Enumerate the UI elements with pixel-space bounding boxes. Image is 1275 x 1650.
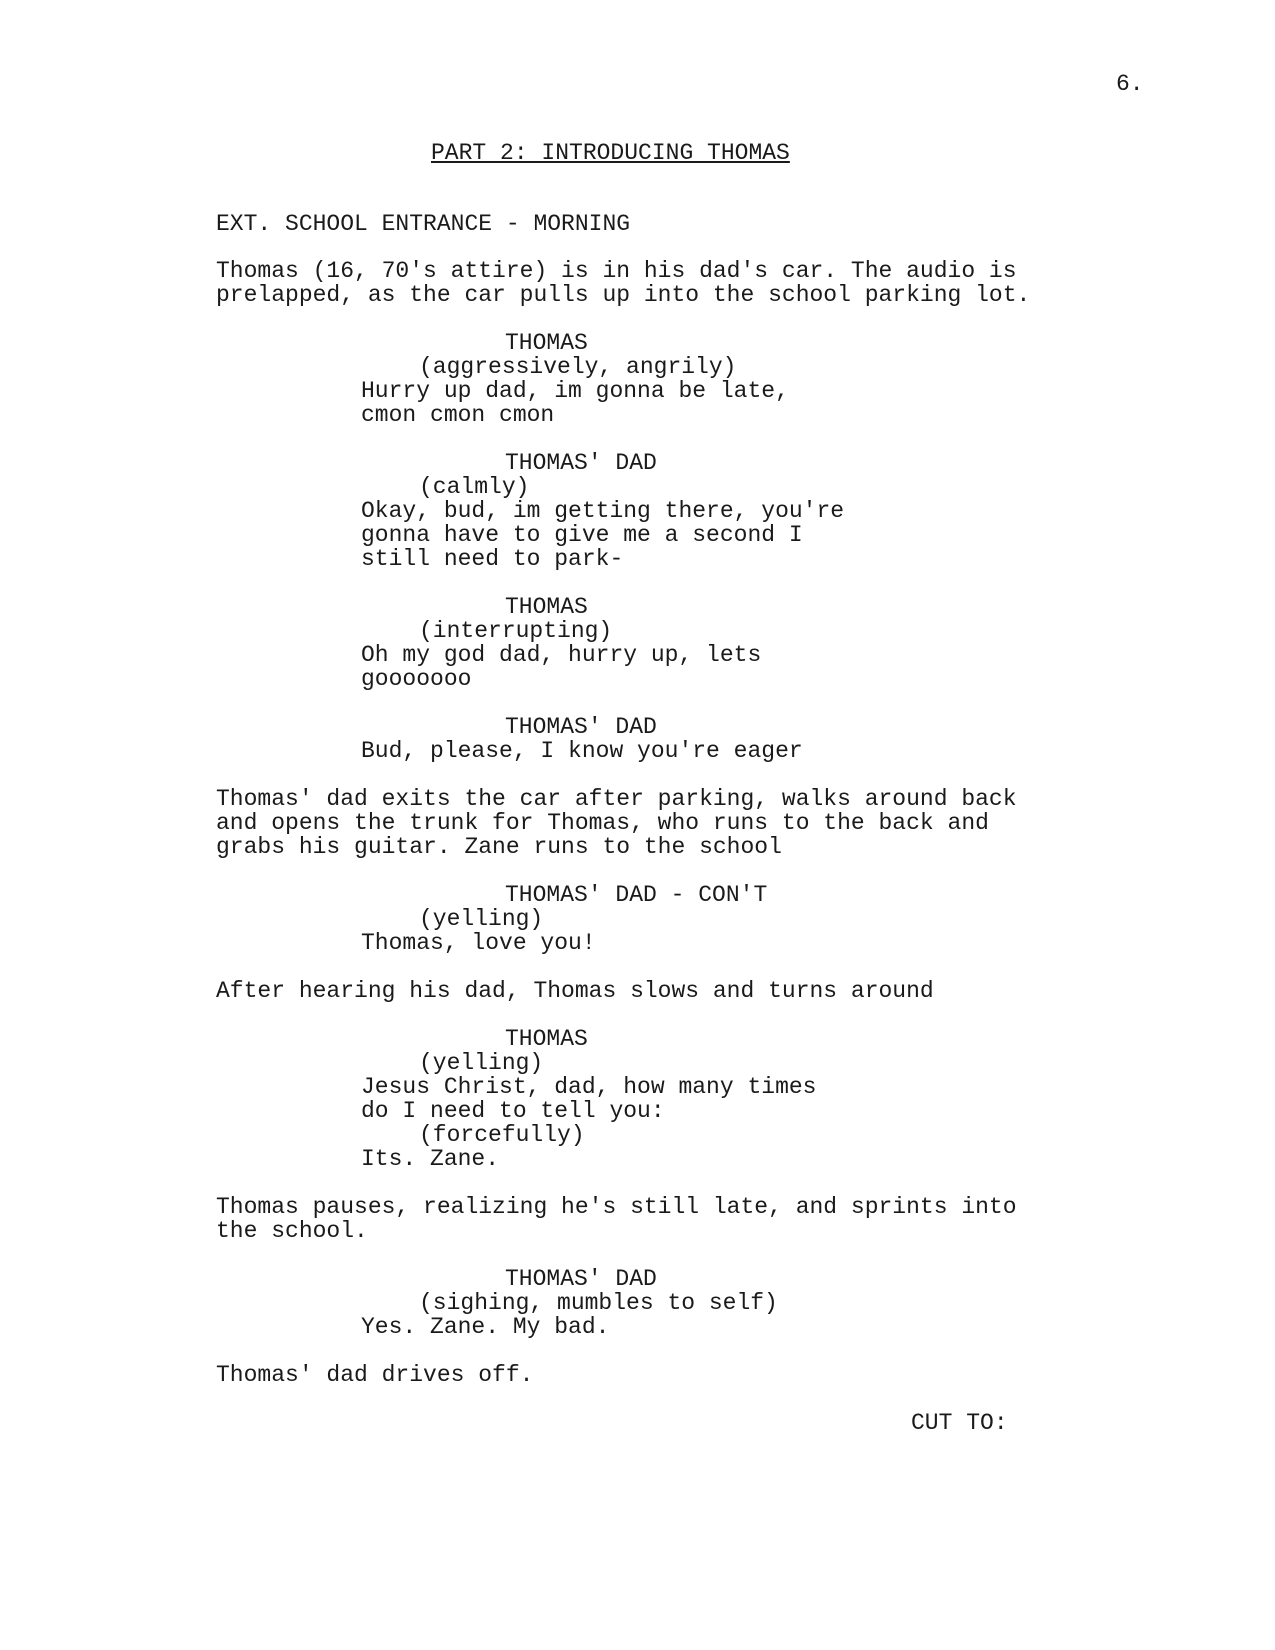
dialogue-line: Yes. Zane. My bad. [361,1314,610,1340]
action-line: prelapped, as the car pulls up into the school parking lot. [216,282,1031,308]
parenthetical: (forcefully) [419,1122,585,1148]
parenthetical: (interrupting) [419,618,613,644]
action-line: and opens the trunk for Thomas, who runs to the back and [216,810,989,836]
scene-heading: EXT. SCHOOL ENTRANCE - MORNING [216,211,631,237]
parenthetical: (sighing, mumbles to self) [419,1290,778,1316]
action-line: the school. [216,1218,368,1244]
character-name: THOMAS' DAD [505,450,657,476]
action-line: grabs his guitar. Zane runs to the school [216,834,782,860]
dialogue-line: Okay, bud, im getting there, you're [361,498,845,524]
dialogue-line: still need to park- [361,546,624,572]
dialogue-line: Thomas, love you! [361,930,596,956]
character-name: THOMAS [505,330,588,356]
dialogue-line: Bud, please, I know you're eager [361,738,803,764]
dialogue-line: do I need to tell you: [361,1098,665,1124]
parenthetical: (yelling) [419,906,544,932]
dialogue-line: Hurry up dad, im gonna be late, [361,378,789,404]
action-line: After hearing his dad, Thomas slows and turns around [216,978,934,1004]
character-name: THOMAS [505,1026,588,1052]
action-line: Thomas' dad drives off. [216,1362,534,1388]
dialogue-line: Oh my god dad, hurry up, lets [361,642,762,668]
action-line: Thomas' dad exits the car after parking, walks around back [216,786,1017,812]
parenthetical: (calmly) [419,474,530,500]
character-name: THOMAS' DAD - CON'T [505,882,768,908]
page-number: 6. [1116,71,1144,97]
parenthetical: (aggressively, angrily) [419,354,737,380]
action-line: Thomas (16, 70's attire) is in his dad's car. The audio is [216,258,1017,284]
dialogue-line: cmon cmon cmon [361,402,555,428]
character-name: THOMAS' DAD [505,714,657,740]
character-name: THOMAS [505,594,588,620]
dialogue-line: Jesus Christ, dad, how many times [361,1074,817,1100]
dialogue-line: Its. Zane. [361,1146,500,1172]
dialogue-line: gonna have to give me a second I [361,522,803,548]
part-title: PART 2: INTRODUCING THOMAS [431,140,790,166]
dialogue-line: gooooooo [361,666,472,692]
action-line: Thomas pauses, realizing he's still late, and sprints into [216,1194,1017,1220]
transition: CUT TO: [911,1410,1008,1436]
character-name: THOMAS' DAD [505,1266,657,1292]
parenthetical: (yelling) [419,1050,544,1076]
